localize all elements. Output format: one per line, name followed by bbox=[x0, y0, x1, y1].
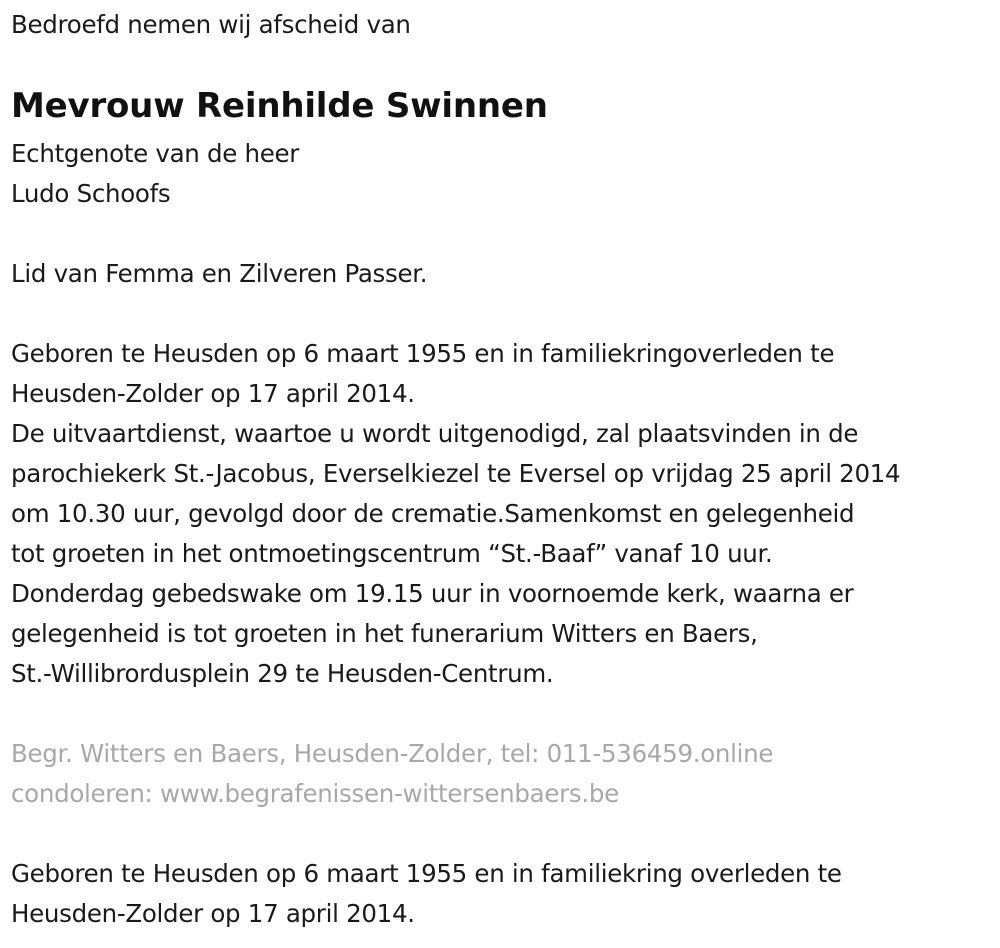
funeral-home-block bbox=[11, 734, 773, 814]
main-text-line: gelegenheid is tot groeten in het funerarium Witters en Baers, bbox=[11, 619, 758, 648]
membership-block bbox=[11, 254, 427, 294]
funeral-home-line: Begr. Witters en Baers, Heusden-Zolder, tel: 011-536459.online bbox=[11, 739, 774, 768]
main-text-line: Heusden-Zolder op 17 april 2014. bbox=[11, 379, 415, 408]
membership-text: Lid van Femma en Zilveren Passer. bbox=[11, 259, 428, 288]
spouse-line: Ludo Schoofs bbox=[11, 179, 171, 208]
deceased-name: Mevrouw Reinhilde Swinnen bbox=[11, 86, 548, 126]
repeat-line: Geboren te Heusden op 6 maart 1955 en in familiekring overleden te bbox=[11, 859, 842, 888]
spouse-line: Echtgenote van de heer bbox=[11, 139, 300, 168]
main-text-block bbox=[11, 334, 900, 694]
main-text-line: parochiekerk St.-Jacobus, Everselkiezel te Eversel op vrijdag 25 april 2014 bbox=[11, 459, 901, 488]
main-text-line: tot groeten in het ontmoetingscentrum “St.-Baaf” vanaf 10 uur. bbox=[11, 539, 773, 568]
main-text-line: Geboren te Heusden op 6 maart 1955 en in familiekringoverleden te bbox=[11, 339, 835, 368]
main-text-line: om 10.30 uur, gevolgd door de crematie.Samenkomst en gelegenheid bbox=[11, 499, 855, 528]
main-text-line: De uitvaartdienst, waartoe u wordt uitgenodigd, zal plaatsvinden in de bbox=[11, 419, 859, 448]
repeat-block bbox=[11, 854, 842, 934]
funeral-home-line: condoleren: www.begrafenissen-wittersenbaers.be bbox=[11, 779, 619, 808]
intro-text: Bedroefd nemen wij afscheid van bbox=[11, 10, 411, 39]
main-text-line: Donderdag gebedswake om 19.15 uur in voornoemde kerk, waarna er bbox=[11, 579, 854, 608]
repeat-line: Heusden-Zolder op 17 april 2014. bbox=[11, 899, 415, 928]
main-text-line: St.-Willibrordusplein 29 te Heusden-Centrum. bbox=[11, 659, 554, 688]
spouse-block bbox=[11, 134, 299, 214]
